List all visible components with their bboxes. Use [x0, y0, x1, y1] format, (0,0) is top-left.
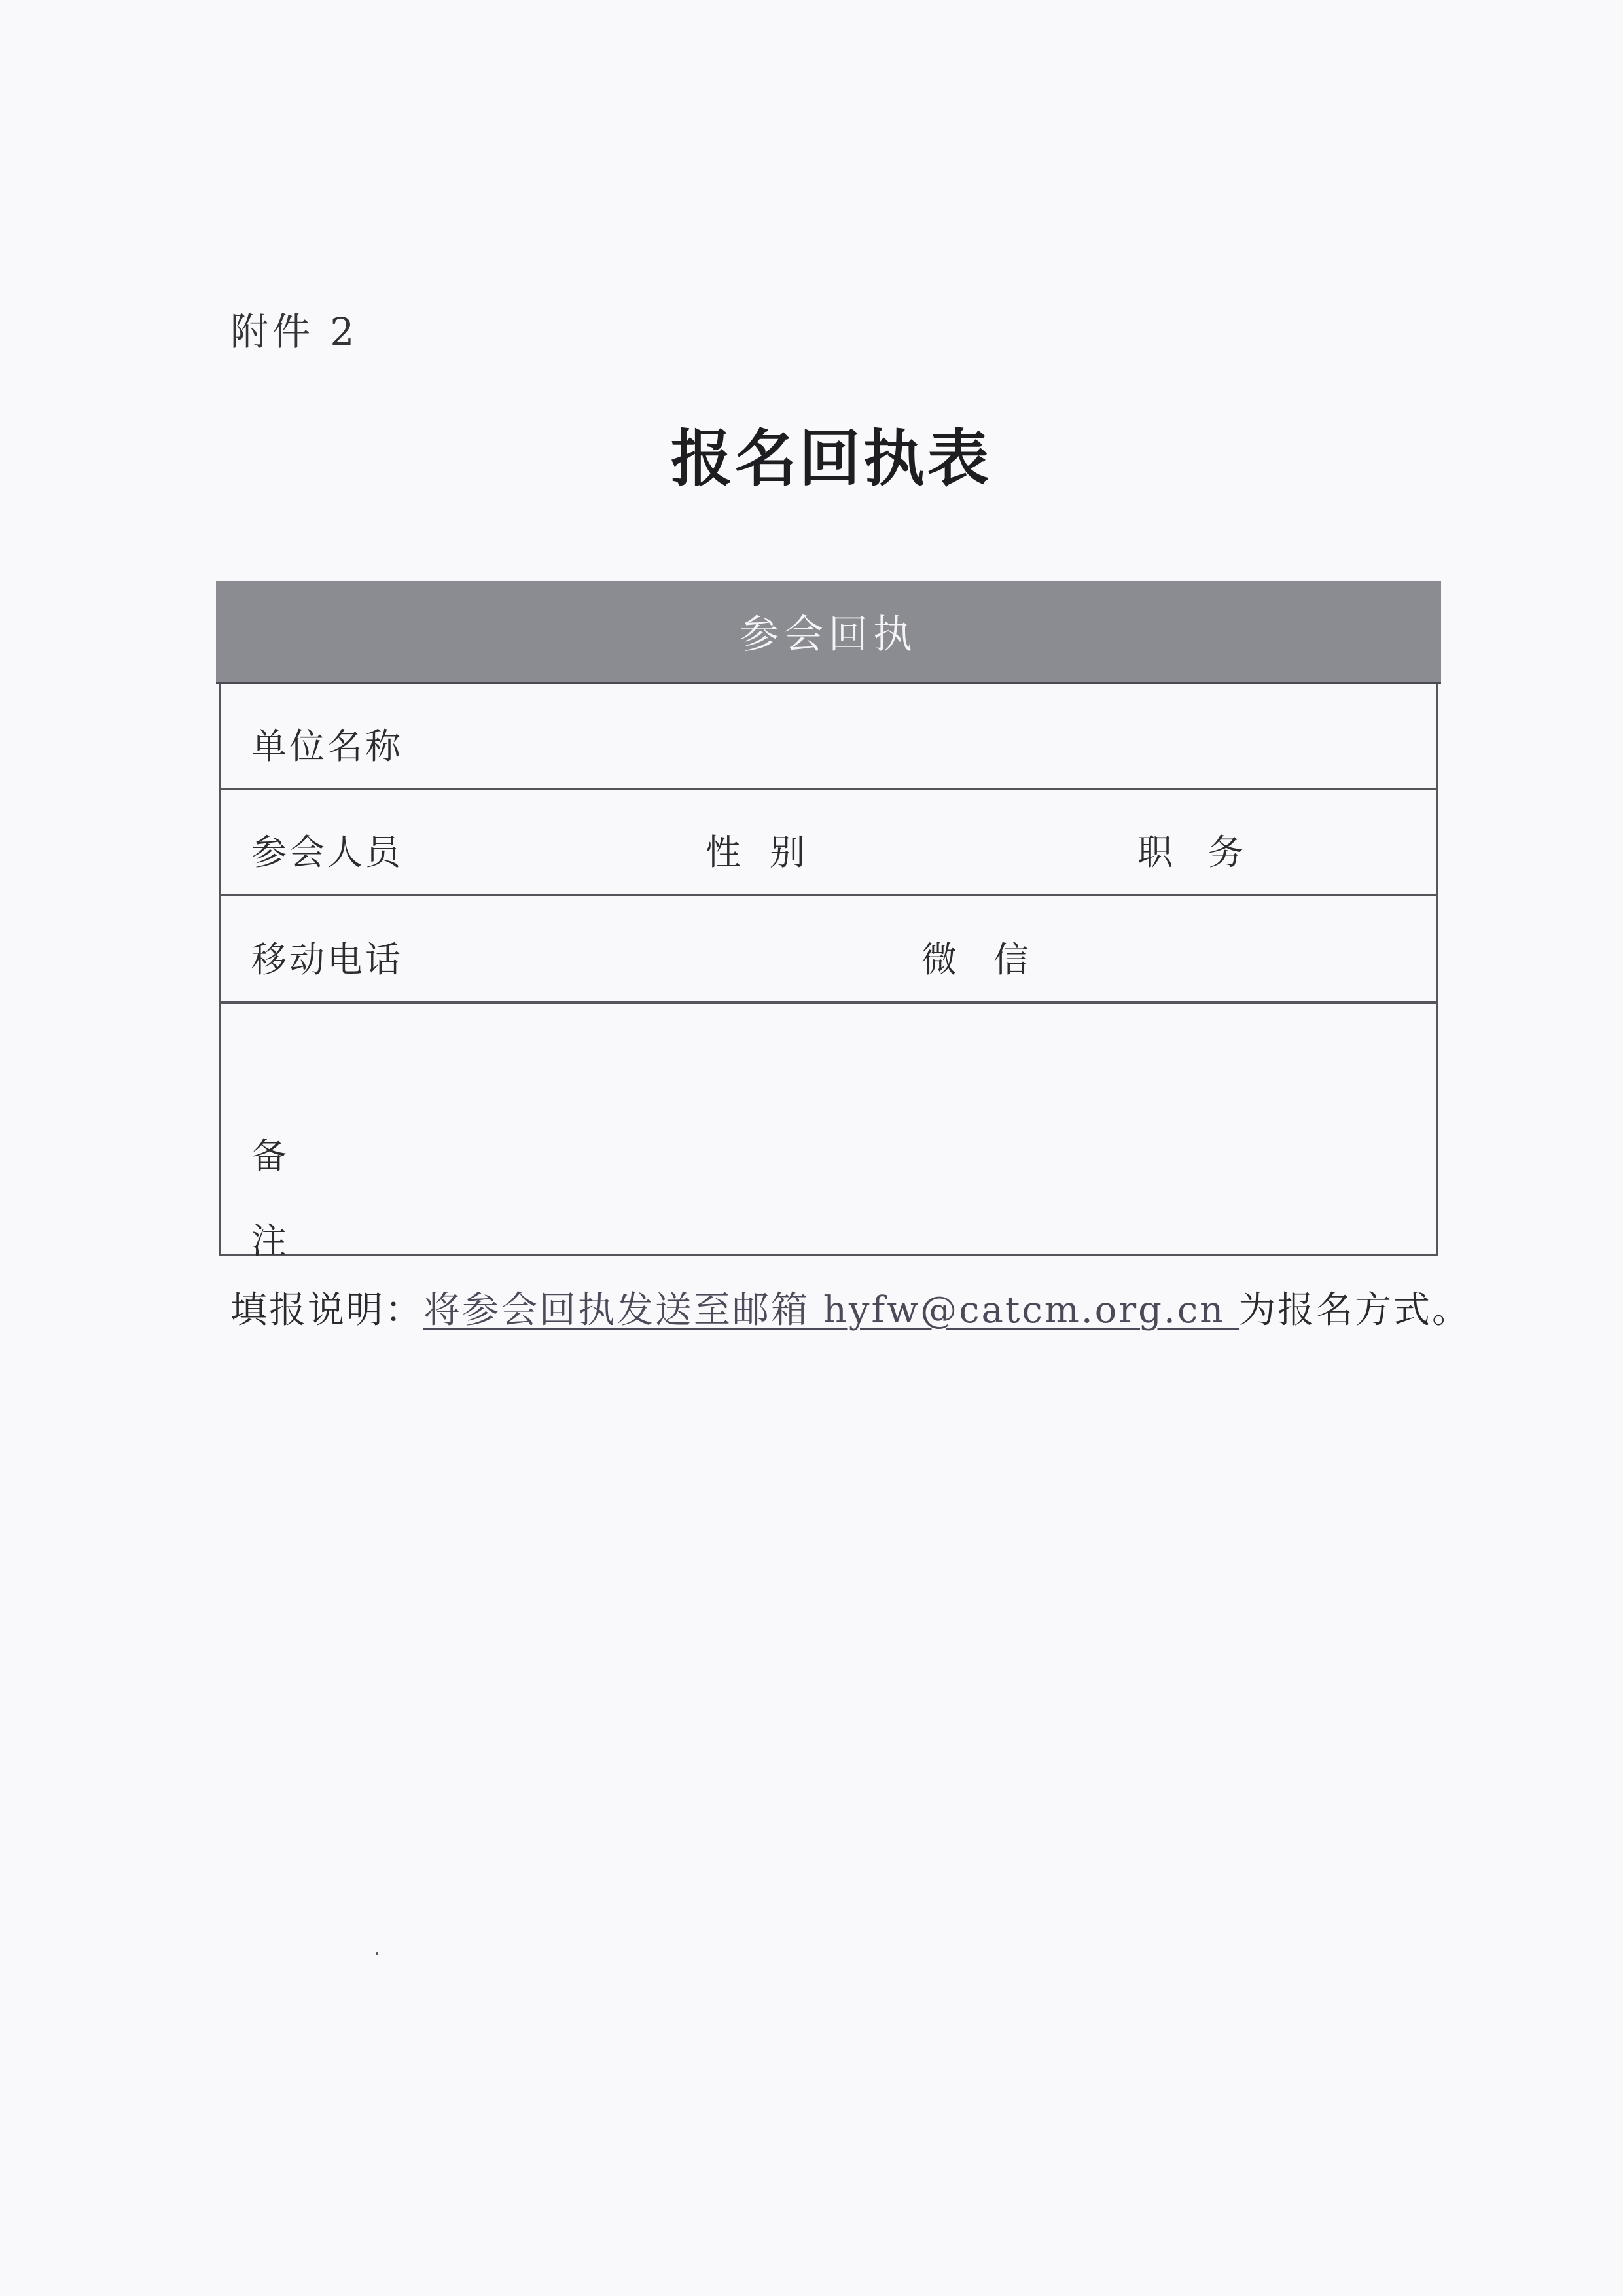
- unit-name-row: [221, 684, 1436, 790]
- remarks-row: [221, 1004, 1436, 1262]
- page-title: 报名回执表: [670, 423, 991, 495]
- mobile-label: 移动电话: [251, 939, 403, 980]
- wechat-label: 微信: [921, 939, 1065, 980]
- participant-row: [221, 790, 1436, 896]
- position-label: 职务: [1137, 832, 1279, 873]
- instruction-prefix: 填报说明：: [230, 1289, 423, 1332]
- fill-instruction: [230, 1281, 1471, 1333]
- form-header: [216, 581, 1441, 684]
- unit-name-label: 单位名称: [251, 726, 403, 767]
- form-header-label: 参会回执: [740, 612, 918, 658]
- instruction-suffix: 为报名方式。: [1239, 1289, 1471, 1332]
- gender-label: 性别: [705, 832, 834, 873]
- form-body: [219, 684, 1438, 1262]
- remarks-label-line2: 注: [251, 1220, 289, 1262]
- attachment-label: 附件 2: [230, 309, 359, 354]
- participant-label: 参会人员: [251, 832, 403, 873]
- remarks-label-line1: 备: [251, 1135, 289, 1176]
- scan-artifact-dot: [376, 1952, 378, 1955]
- contact-row: [221, 896, 1436, 1004]
- registration-form: [216, 581, 1441, 1262]
- email-link[interactable]: 将参会回执发送至邮箱 hyfw@catcm.org.cn: [423, 1289, 1240, 1332]
